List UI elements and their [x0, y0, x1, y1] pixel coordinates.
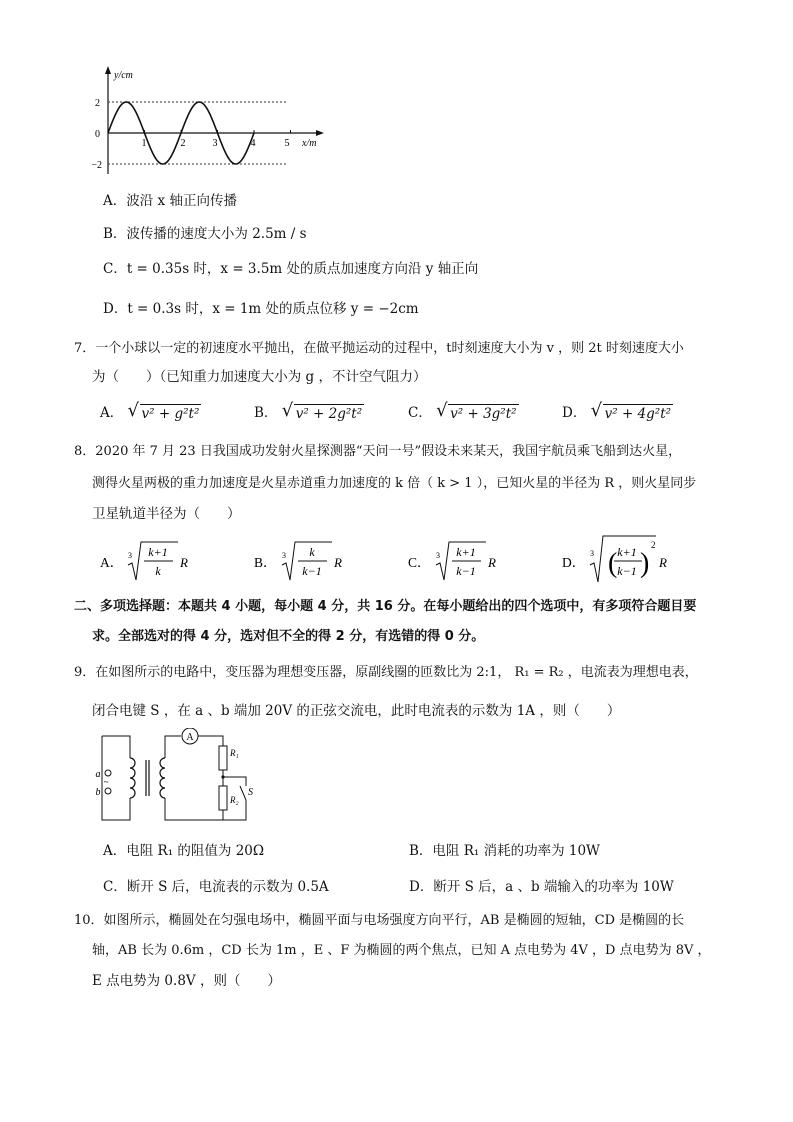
root-index: 3	[282, 551, 286, 560]
circuit-diagram	[88, 728, 258, 828]
q6-option-c: C．t = 0.35s 时，x = 3.5m 处的质点加速度方向沿 y 轴正向	[103, 261, 479, 277]
q7-option-a: A． √ v² + g²t²	[100, 400, 200, 422]
fraction-numerator: k+1	[617, 545, 637, 559]
fraction-numerator: k	[309, 545, 315, 559]
svg-text:a: a	[95, 769, 101, 780]
svg-text:b: b	[95, 787, 101, 798]
sqrt-expression: √ v² + 2g²t²	[281, 400, 363, 422]
exponent: 2	[651, 540, 656, 550]
q6-option-d: D．t = 0.3s 时，x = 1m 处的质点位移 y = −2cm	[103, 301, 419, 317]
q8-option-c	[406, 538, 526, 584]
q6-option-b: B．波传播的速度大小为 2.5m / s	[103, 226, 307, 242]
x-tick-4: 4	[250, 138, 256, 149]
fraction-numerator: k+1	[456, 545, 476, 559]
svg-text:R₁: R₁	[230, 748, 239, 758]
y-axis-arrow	[105, 66, 111, 74]
sqrt-expression: √ v² + 3g²t²	[436, 400, 517, 422]
sqrt-expression: √ v² + 4g²t²	[590, 400, 672, 422]
fraction-denominator: k	[155, 564, 161, 578]
fraction-denominator: k−1	[456, 564, 476, 578]
svg-text:A．: A．	[100, 555, 124, 570]
q9-stem-line2: 闭合电键 S ，在 a 、b 端加 20V 的正弦交流电，此时电流表的示数为 1A ，则（ ）	[92, 703, 621, 719]
q8-stem-line2: 测得火星两极的重力加速度是火星赤道重力加速度的 k 倍（ k > 1 ），已知火星的半径为 R ，则火星同步	[92, 476, 697, 491]
radius-symbol: R	[334, 555, 342, 570]
q9-stem-line1: 9．在如图所示的电路中，变压器为理想变压器，原副线圈的匝数比为 2:1， R₁ = R₂ ，电流表为理想电表，	[74, 665, 698, 680]
radius-symbol: R	[180, 555, 188, 570]
primary-coil	[130, 758, 135, 798]
q7-option-d: D． √ v² + 4g²t²	[562, 400, 672, 422]
x-axis-arrow	[316, 130, 324, 136]
fraction-denominator: k−1	[302, 564, 322, 578]
y-tick-0: 0	[95, 129, 100, 140]
q9-option-c: C．断开 S 后，电流表的示数为 0.5A	[103, 879, 329, 895]
root-index: 3	[128, 551, 132, 560]
q8-option-b	[252, 538, 372, 584]
x-tick-2: 2	[180, 138, 186, 149]
svg-text:C．: C．	[408, 555, 431, 570]
x-axis-label: x/m	[302, 138, 317, 149]
q8-stem-line1: 8．2020 年 7 月 23 日我国成功发射火星探测器“天问一号”假设未来某天，我国宇航员乘飞船到达火星，	[74, 444, 682, 459]
x-tick-1: 1	[141, 138, 147, 149]
q6-option-a: A．波沿 x 轴正向传播	[103, 193, 237, 209]
sqrt-expression: √ v² + g²t²	[127, 400, 200, 422]
y-axis-label: y/cm	[114, 70, 133, 81]
q8-stem-line3: 卫星轨道半径为（ ）	[92, 506, 241, 522]
root-index: 3	[436, 551, 440, 560]
section-2-line2: 求。全部选对的得 4 分，选对但不全的得 2 分，有选错的得 0 分。	[92, 629, 485, 644]
svg-text:A: A	[186, 732, 194, 743]
svg-text:D．: D．	[562, 555, 586, 570]
q7-stem-line1: 7．一个小球以一定的初速度水平抛出，在做平抛运动的过程中，t时刻速度大小为 v ，则 2t 时刻速度大小	[74, 341, 684, 356]
sqrt-symbol: √	[436, 400, 448, 421]
x-tick-5: 5	[284, 138, 290, 149]
paren-right: )	[640, 548, 650, 579]
q10-line3: E 点电势为 0.8V ，则（ ）	[92, 973, 281, 989]
y-tick-neg2: −2	[91, 160, 102, 171]
paren-left: (	[608, 548, 618, 579]
svg-text:S: S	[248, 787, 253, 798]
svg-text:R₂: R₂	[230, 795, 239, 805]
q9-option-a: A．电阻 R₁ 的阻值为 20Ω	[103, 843, 265, 859]
root-index: 3	[590, 549, 594, 558]
q8-option-a	[98, 538, 218, 584]
secondary-coil	[160, 758, 165, 798]
section-2-line1: 二、多项选择题：本题共 4 小题，每小题 4 分，共 16 分。在每小题给出的四个选项中，有多项符合题目要	[74, 599, 697, 614]
resistor-r2	[219, 786, 227, 810]
radius-symbol: R	[488, 555, 496, 570]
q10-line1: 10．如图所示，椭圆处在匀强电场中，椭圆平面与电场强度方向平行，AB 是椭圆的短轴，CD 是椭圆的长	[74, 913, 685, 928]
ac-symbol: ~	[103, 777, 109, 787]
terminal-a	[105, 770, 111, 776]
q7-stem-line2: 为（ ）（已知重力加速度大小为 g ，不计空气阻力）	[92, 369, 427, 385]
radius-symbol: R	[659, 555, 667, 570]
sqrt-symbol: √	[281, 400, 294, 421]
switch-s	[240, 786, 246, 800]
svg-text:B．: B．	[254, 555, 277, 570]
q10-line2: 轴，AB 长为 0.6m ，CD 长为 1m ，E 、F 为椭圆的两个焦点，已知 A 点电势为 4V ，D 点电势为 8V ，	[92, 943, 711, 958]
resistor-r1	[219, 746, 227, 770]
sqrt-symbol: √	[127, 400, 140, 421]
terminal-b	[105, 788, 111, 794]
y-tick-2: 2	[95, 98, 100, 109]
q9-option-d: D．断开 S 后，a 、b 端输入的功率为 10W	[409, 879, 674, 895]
fraction-denominator: k−1	[617, 564, 637, 578]
q8-option-d	[560, 534, 700, 584]
x-tick-3: 3	[212, 138, 218, 149]
wave-graph	[88, 62, 328, 177]
q7-option-c: C． √ v² + 3g²t²	[408, 400, 517, 422]
q9-option-b: B．电阻 R₁ 消耗的功率为 10W	[409, 843, 600, 859]
sqrt-symbol: √	[590, 400, 603, 421]
q7-option-b: B． √ v² + 2g²t²	[254, 400, 363, 422]
fraction-numerator: k+1	[148, 545, 168, 559]
